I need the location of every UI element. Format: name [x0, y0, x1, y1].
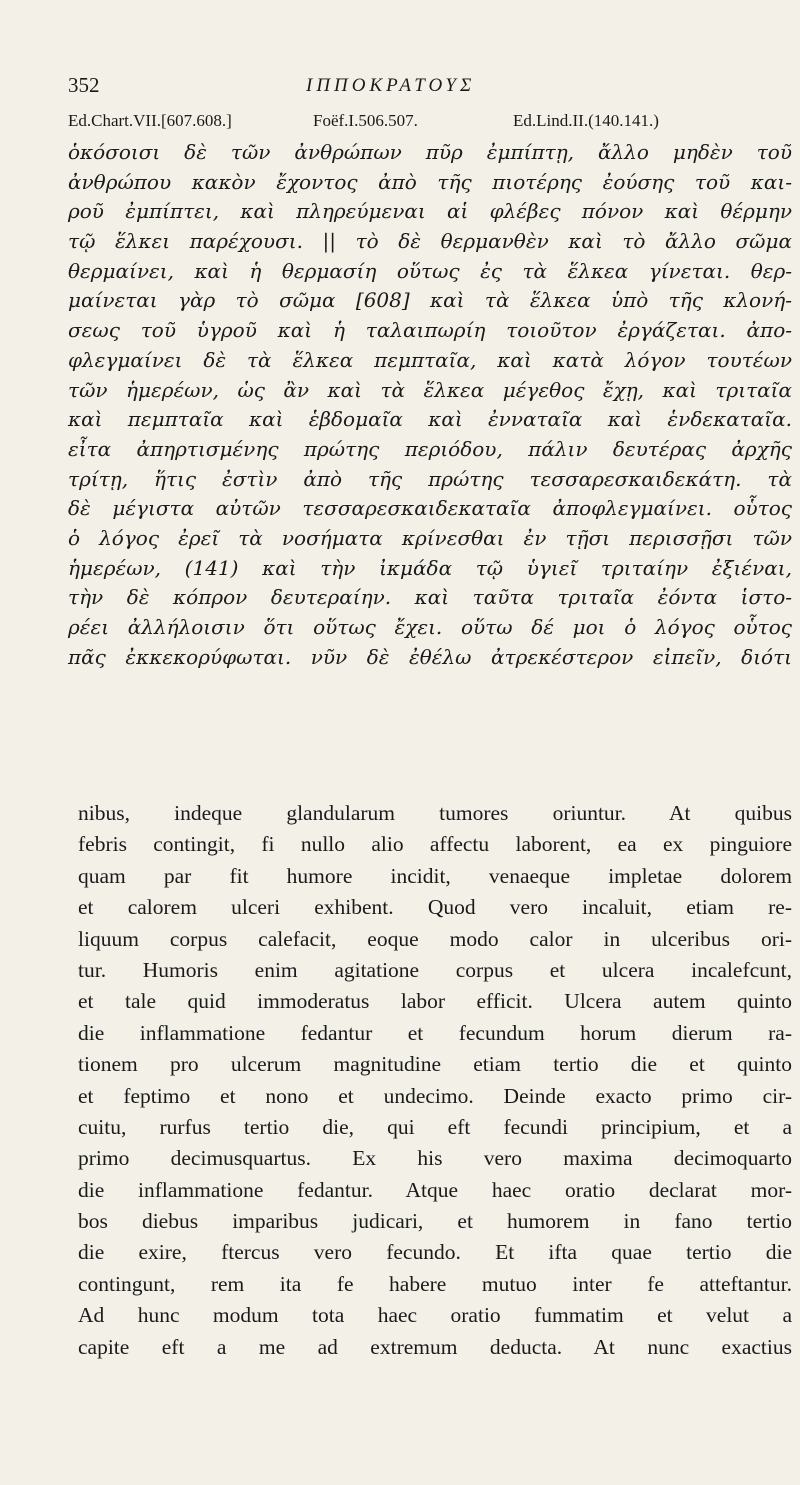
- latin-text-line: Ad hunc modum tota haec oratio fummatim et velut a: [78, 1303, 792, 1328]
- latin-text-line: tionem pro ulcerum magnitudine etiam tertio die et quinto: [78, 1052, 792, 1077]
- edition-linden: Ed.Lind.II.(140.141.): [513, 111, 659, 130]
- latin-text-line: quam par fit humore incidit, venaeque impletae dolorem: [78, 863, 792, 888]
- latin-text-block: [78, 798, 792, 1363]
- latin-text-line: die exire, ftercus vero fecundo. Et ifta quae tertio die: [78, 1240, 792, 1265]
- running-title: ΙΠΠΟΚΡΑΤΟΥΣ: [306, 75, 476, 96]
- latin-text-line: bos diebus imparibus judicari, et humorem in fano tertio: [78, 1209, 792, 1234]
- latin-text-line: et feptimo et nono et undecimo. Deinde exacto primo cir-: [78, 1083, 792, 1108]
- greek-text-line: μαίνεται γὰρ τὸ σῶμα [608] καὶ τὰ ἕλκεα ὑπὸ τῆς κλονή-: [68, 288, 792, 313]
- greek-text-line: τρίτῃ, ἥτις ἐστὶν ἀπὸ τῆς πρώτης τεσσαρεσκαιδεκάτη. τὰ: [68, 466, 792, 491]
- latin-text-line: die inflammatione fedantur et fecundum horum dierum ra-: [78, 1020, 792, 1045]
- latin-text-line: contingunt, rem ita fe habere mutuo inter fe atteftantur.: [78, 1271, 792, 1296]
- greek-text-line: ὁ λόγος ἐρεῖ τὰ νοσήματα κρίνεσθαι ἐν τῇσι περισσῇσι τῶν: [68, 525, 792, 550]
- greek-text-line: πᾶς ἐκκεκορύφωται. νῦν δὲ ἐθέλω ἀτρεκέστερον εἰπεῖν, διότι: [68, 644, 792, 669]
- greek-text-line: σεως τοῦ ὑγροῦ καὶ ἡ ταλαιπωρίη τοιοῦτον ἐργάζεται. ἀπο-: [68, 318, 792, 343]
- latin-text-line: capite eft a me ad extremum deducta. At nunc exactius: [78, 1334, 792, 1359]
- edition-chartier: Ed.Chart.VII.[607.608.]: [68, 111, 232, 130]
- latin-text-line: et calorem ulceri exhibent. Quod vero incaluit, etiam re-: [78, 895, 792, 920]
- edition-foes: Foëf.I.506.507.: [313, 111, 418, 130]
- greek-text-line: ρέει ἀλλήλοισιν ὅτι οὕτως ἔχει. οὕτω δέ μοι ὁ λόγος οὗτος: [68, 615, 792, 639]
- greek-text-line: δὲ μέγιστα αὐτῶν τεσσαρεσκαιδεκαταῖα ἀποφλεγμαίνει. οὗτος: [68, 496, 792, 521]
- greek-text-line: ἡμερέων, (141) καὶ τὴν ἰκμάδα τῷ ὑγιεῖ τριταίην ἐξιέναι,: [68, 555, 792, 580]
- greek-text-block: [68, 138, 792, 672]
- latin-text-line: liquum corpus calefacit, eoque modo calor in ulceribus ori-: [78, 926, 792, 951]
- greek-text-line: ροῦ ἐμπίπτει, καὶ πληρεύμεναι αἱ φλέβες πόνον καὶ θέρμην: [68, 199, 792, 224]
- page-number: 352: [68, 73, 100, 97]
- page-header: [68, 73, 788, 105]
- greek-text-line: θερμαίνει, καὶ ἡ θερμασίη οὕτως ἐς τὰ ἕλκεα γίνεται. θερ-: [68, 258, 792, 283]
- greek-text-line: τῶν ἡμερέων, ὡς ἂν καὶ τὰ ἕλκεα μέγεθος ἔχῃ, καὶ τριταῖα: [68, 377, 792, 402]
- greek-text-line: τῷ ἕλκει παρέχουσι. || τὸ δὲ θερμανθὲν καὶ τὸ ἄλλο σῶμα: [68, 229, 792, 254]
- greek-text-line: καὶ πεμπταῖα καὶ ἑβδομαῖα καὶ ἐνναταῖα καὶ ἑνδεκαταῖα.: [68, 407, 792, 432]
- greek-text-line: ἀνθρώπου κακὸν ἔχοντος ἀπὸ τῆς πιοτέρης ἐούσης τοῦ και-: [68, 169, 792, 194]
- greek-text-line: τὴν δὲ κόπρον δευτεραίην. καὶ ταῦτα τριταῖα ἐόντα ἱστο-: [68, 585, 792, 610]
- greek-text-line: φλεγμαίνει δὲ τὰ ἕλκεα πεμπταῖα, καὶ κατὰ λόγον τουτέων: [68, 347, 792, 372]
- latin-text-line: die inflammatione fedantur. Atque haec oratio declarat mor-: [78, 1177, 792, 1202]
- latin-text-line: febris contingit, fi nullo alio affectu laborent, ea ex pinguiore: [78, 832, 792, 857]
- greek-text-line: εἶτα ἀπηρτισμένης πρώτης περιόδου, πάλιν δευτέρας ἀρχῆς: [68, 436, 792, 461]
- latin-text-line: primo decimusquartus. Ex his vero maxima decimoquarto: [78, 1146, 792, 1171]
- latin-text-line: et tale quid immoderatus labor efficit. Ulcera autem quinto: [78, 989, 792, 1014]
- latin-text-line: nibus, indeque glandularum tumores oriuntur. At quibus: [78, 801, 792, 825]
- latin-text-line: tur. Humoris enim agitatione corpus et ulcera incalefcunt,: [78, 957, 792, 982]
- latin-text-line: cuitu, rurfus tertio die, qui eft fecundi principium, et a: [78, 1114, 792, 1139]
- greek-text-line: ὁκόσοισι δὲ τῶν ἀνθρώπων πῦρ ἐμπίπτῃ, ἄλλο μηδὲν τοῦ: [68, 140, 792, 164]
